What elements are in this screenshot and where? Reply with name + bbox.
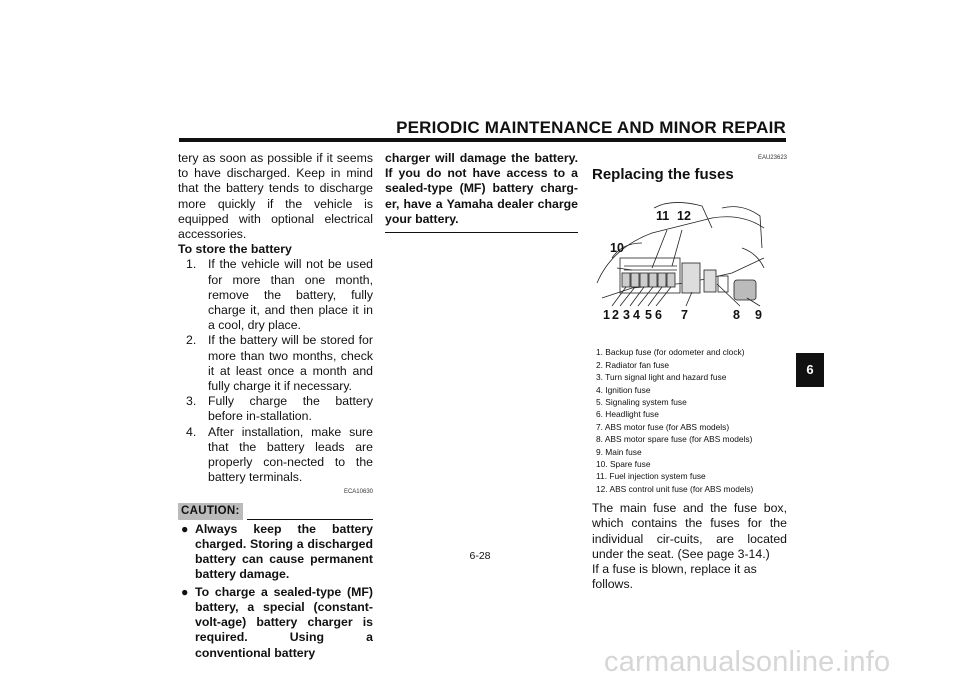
callout-2: 2 [612, 308, 619, 323]
chapter-tab: 6 [796, 353, 824, 387]
caution-rule [247, 509, 373, 520]
step-item [178, 333, 373, 394]
caution-header [178, 503, 373, 520]
step-text: After installation, make sure that the battery leads are properly con-nected to the battery terminals. [208, 424, 373, 485]
caution-end-rule [385, 232, 578, 233]
fuse-box-illustration [592, 188, 770, 340]
callout-9: 9 [755, 308, 762, 323]
bullet-text: Always keep the battery charged. Storing a discharged battery can cause permanent battery damage. [195, 521, 373, 582]
fuse-box-figure [592, 188, 770, 340]
bullet-dot-icon: ● [181, 584, 189, 599]
page-number: 6-28 [469, 550, 491, 562]
replace-instruction: If a fuse is blown, replace it as follows. [592, 562, 757, 592]
step-item [178, 394, 373, 424]
legend-item: 3. Turn signal light and hazard fuse [596, 372, 727, 383]
step-number: 4. [186, 424, 197, 439]
legend-item: 8. ABS motor spare fuse (for ABS models) [596, 434, 753, 445]
step-text: Fully charge the battery before in-stallation. [208, 394, 373, 424]
legend-item: 11. Fuel injection system fuse [596, 471, 706, 482]
page-header-title: PERIODIC MAINTENANCE AND MINOR REPAIR [396, 118, 786, 137]
step-number: 3. [186, 394, 197, 409]
legend-item: 4. Ignition fuse [596, 384, 651, 395]
callout-11: 11 [656, 209, 670, 224]
fuse-location-paragraph: The main fuse and the fuse box, which contains the fuses for the individual cir-cuits, are located under the seat. (See page 3-14.) [592, 501, 787, 561]
section-code: EAU23623 [757, 155, 787, 161]
legend-item: 6. Headlight fuse [596, 409, 659, 420]
step-text: If the battery will be stored for more than two months, check it at least once a month and fully charge it if necessary. [208, 333, 373, 394]
caution-bullet [178, 522, 373, 583]
callout-7: 7 [681, 308, 688, 323]
legend-item: 2. Radiator fan fuse [596, 359, 670, 370]
column-left [178, 151, 373, 661]
legend-item: 10. Spare fuse [596, 459, 651, 470]
column-middle [385, 151, 578, 233]
legend-item: 12. ABS control unit fuse (for ABS models) [596, 483, 754, 494]
step-item [178, 257, 373, 333]
callout-4: 4 [633, 308, 640, 323]
step-number: 2. [186, 333, 197, 348]
caution-label: CAUTION: [178, 503, 243, 520]
callout-6: 6 [655, 308, 662, 323]
callout-8: 8 [733, 308, 740, 323]
watermark-text: carmanualsonline.info [604, 646, 891, 678]
bullet-dot-icon: ● [181, 521, 189, 536]
header-rule [179, 138, 786, 142]
caution-code: ECA10630 [343, 489, 373, 496]
legend-item: 1. Backup fuse (for odometer and clock) [596, 347, 745, 358]
intro-paragraph: tery as soon as possible if it seems to have discharged. Keep in mind that the battery tends to discharge more quickly if the vehicle is equipped with optional electrical accessories. [178, 151, 373, 242]
callout-3: 3 [623, 308, 630, 323]
caution-bullet [178, 585, 373, 661]
callout-10: 10 [610, 241, 624, 256]
step-item [178, 425, 373, 486]
callout-1: 1 [603, 308, 610, 323]
column-right [592, 151, 787, 593]
callout-5: 5 [645, 308, 652, 323]
figure-legend-list [592, 346, 787, 495]
legend-item: 7. ABS motor fuse (for ABS models) [596, 421, 730, 432]
step-text: If the vehicle will not be used for more than one month, remove the battery, fully charge it, and then place it in a cool, dry place. [208, 257, 373, 333]
legend-item: 5. Signaling system fuse [596, 397, 687, 408]
legend-item: 9. Main fuse [596, 446, 642, 457]
caution-continuation: charger will damage the battery. If you do not have access to a sealed-type (MF) battery charg-er, have a Yamaha dealer charge your battery. [385, 151, 578, 226]
callout-12: 12 [677, 209, 691, 224]
section-title: Replacing the fuses [592, 166, 734, 184]
bullet-text: To charge a sealed-type (MF) battery, a special (constant-volt-age) battery charger is required. Using a conventional battery [195, 584, 373, 660]
store-battery-heading: To store the battery [178, 242, 292, 257]
step-number: 1. [186, 257, 197, 272]
